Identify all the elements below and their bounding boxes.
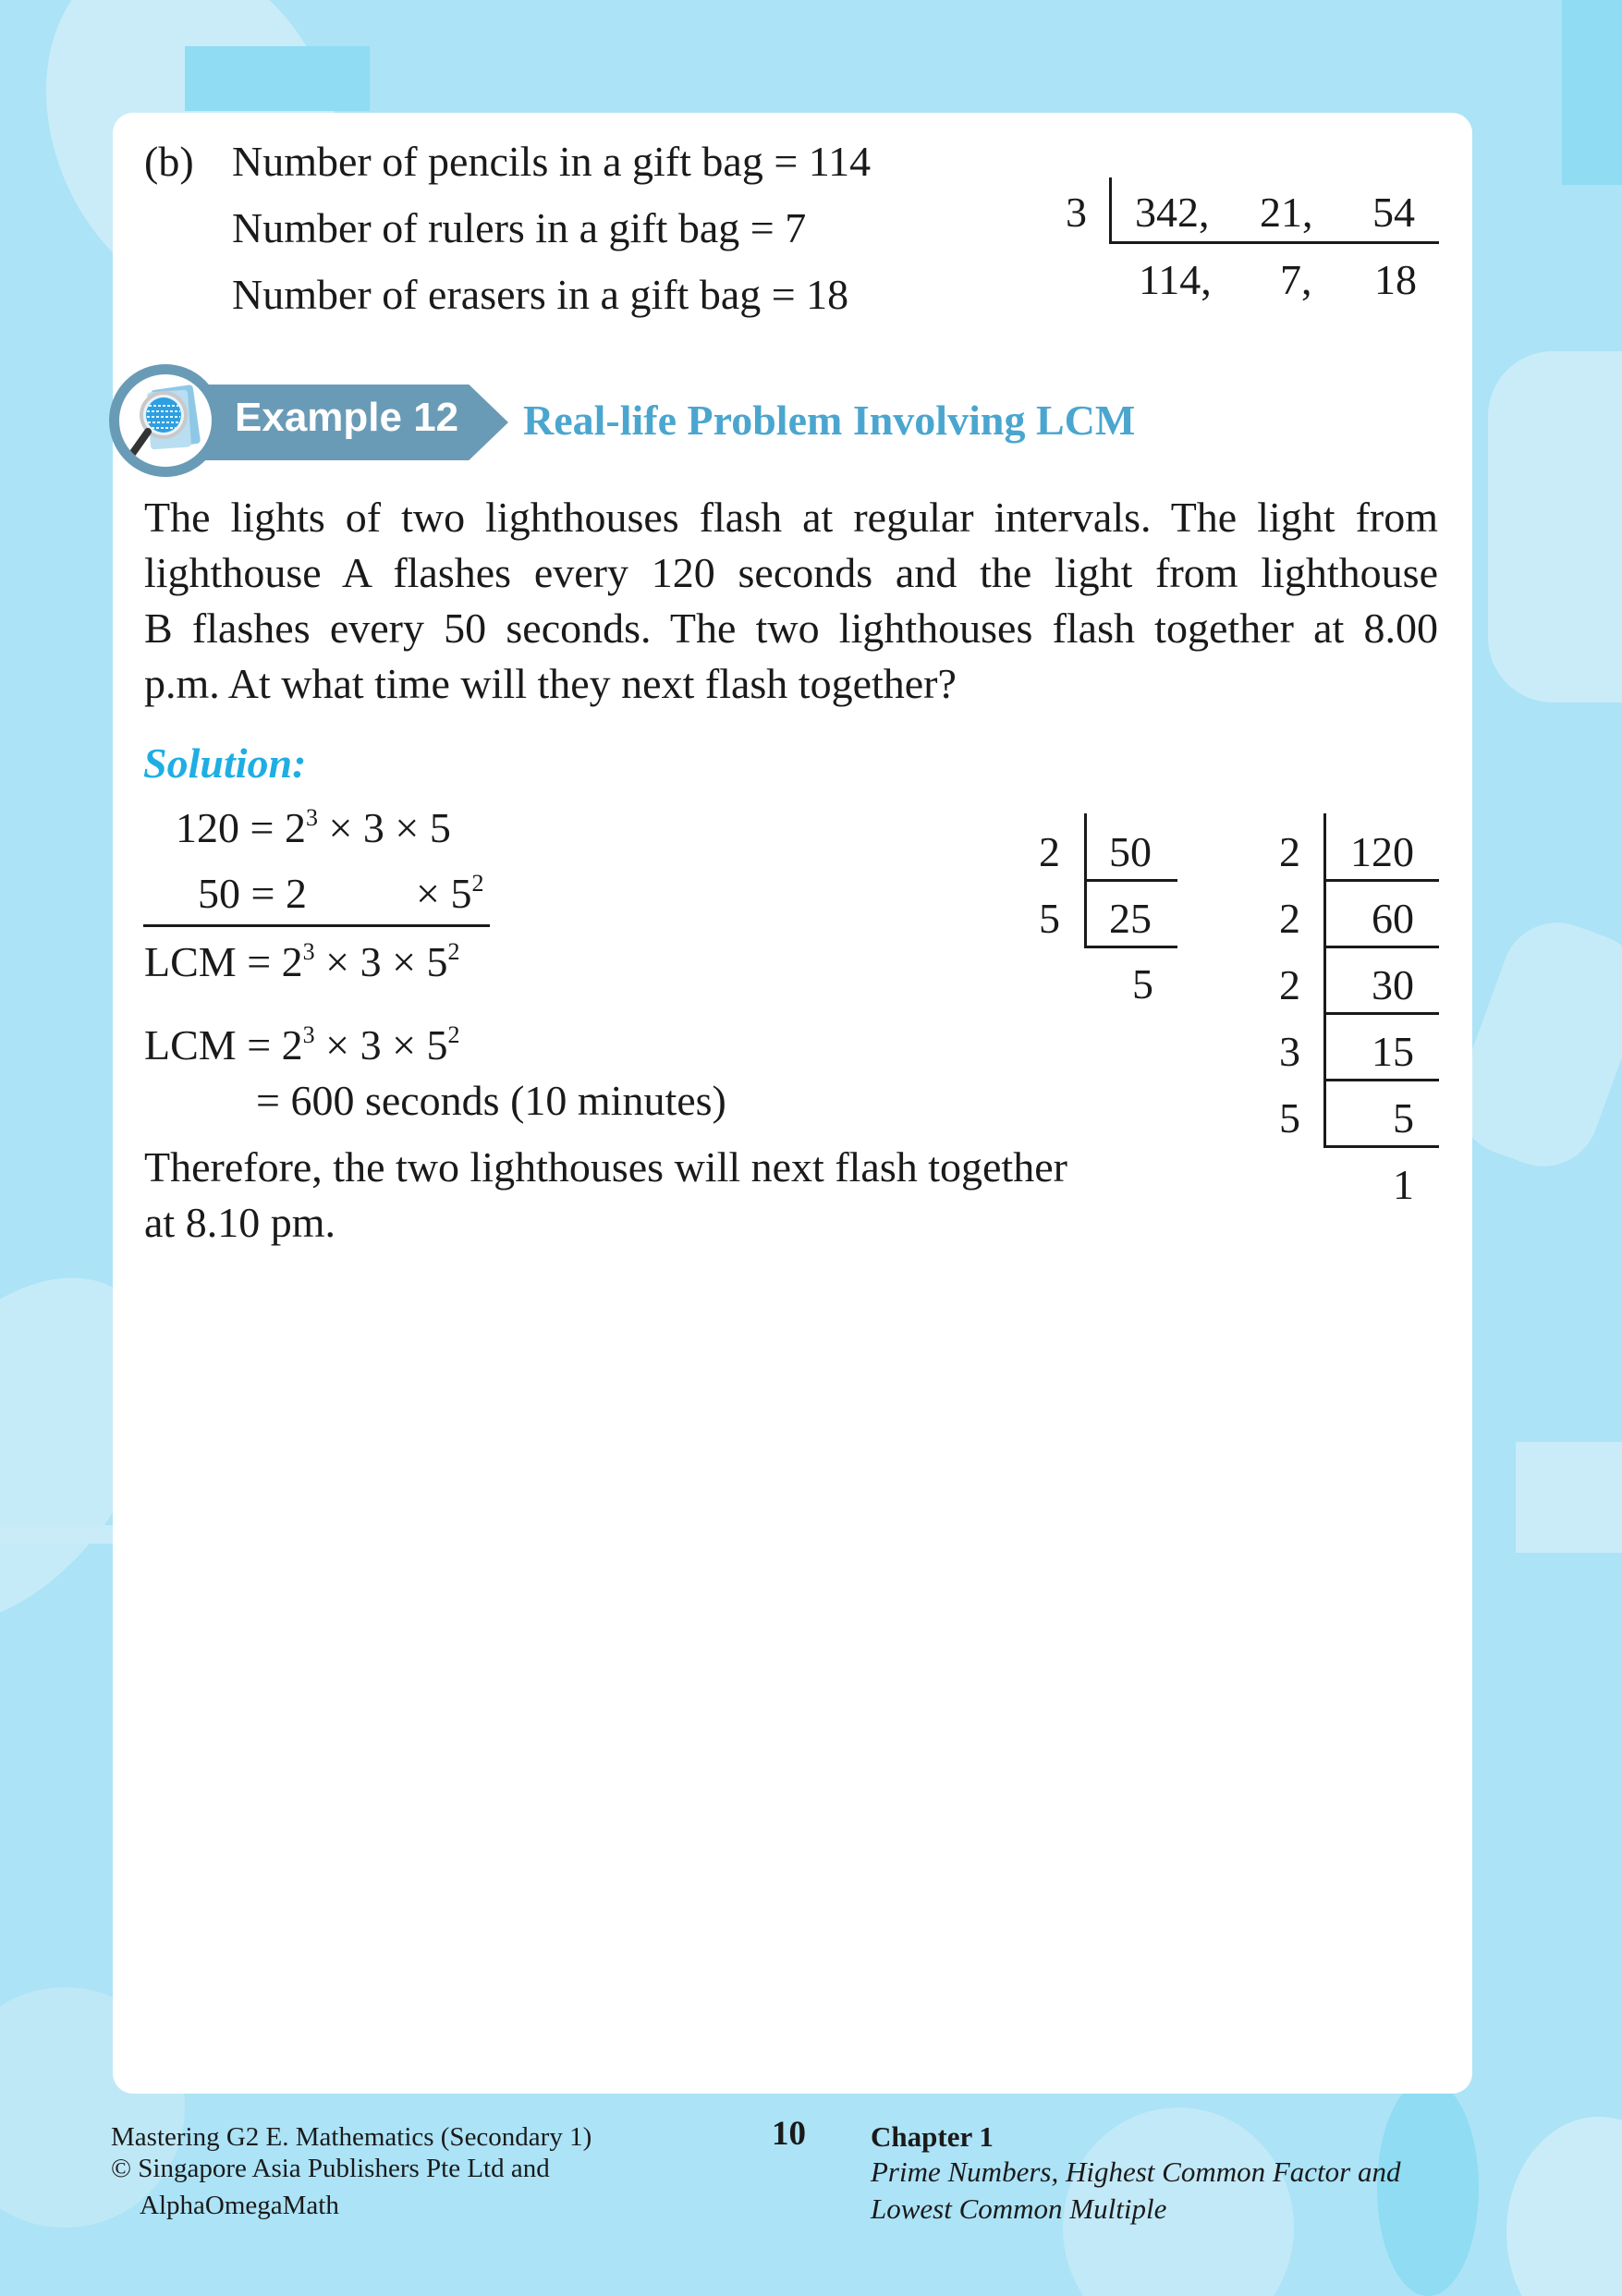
dividend: 21, xyxy=(1260,189,1313,236)
conclusion-line: Therefore, the two lighthouses will next flash together xyxy=(144,1143,1067,1191)
lhs: LCM xyxy=(144,1021,237,1069)
problem-line: B flashes every 50 seconds. The two lighthouses flash together at 8.00 xyxy=(144,605,1438,652)
factors: × 3 × 5 xyxy=(328,804,451,851)
lcm-product xyxy=(144,938,460,985)
problem-line: The lights of two lighthouses flash at regular intervals. The light from xyxy=(144,494,1438,541)
copyright-continued: AlphaOmegaMath xyxy=(140,2191,339,2220)
base: 2 xyxy=(281,938,303,985)
example-title: Real-life Problem Involving LCM xyxy=(523,397,1136,444)
base: 5 xyxy=(450,870,472,917)
background-shape xyxy=(1488,351,1622,702)
ladder-value: 30 xyxy=(1372,961,1414,1008)
background-shape xyxy=(185,46,370,111)
lhs: LCM xyxy=(144,938,237,985)
exponent: 2 xyxy=(447,938,460,965)
quotient: 18 xyxy=(1374,256,1417,303)
exponent: 2 xyxy=(447,1021,460,1048)
ladder-horizontal-line xyxy=(1084,879,1177,882)
background-shape xyxy=(1562,0,1622,185)
ladder-horizontal-line xyxy=(1323,1079,1439,1081)
chapter-title: Prime Numbers, Highest Common Factor and xyxy=(871,2156,1401,2188)
sum-rule-line xyxy=(143,924,490,927)
ladder-horizontal-line xyxy=(1323,1012,1439,1015)
ladder-horizontal-line xyxy=(1323,946,1439,948)
base: 5 xyxy=(426,938,448,985)
background-shape xyxy=(1516,1442,1622,1553)
ladder-value: 1 xyxy=(1393,1161,1414,1208)
equals: = xyxy=(247,938,272,985)
equals: = xyxy=(250,804,274,851)
conclusion-line: at 8.10 pm. xyxy=(144,1199,335,1246)
lhs: 120 xyxy=(176,804,239,851)
equals: = xyxy=(247,1021,272,1069)
quotient: 114, xyxy=(1139,256,1212,303)
ladder-divisor: 5 xyxy=(1039,895,1060,942)
exponent: 2 xyxy=(471,870,484,897)
pencils-line: Number of pencils in a gift bag = 114 xyxy=(232,138,872,185)
base: 2 xyxy=(281,1021,303,1069)
rulers-line: Number of rulers in a gift bag = 7 xyxy=(232,204,807,251)
dividend: 342, xyxy=(1135,189,1210,236)
base: 2 xyxy=(284,804,306,851)
ladder-value: 5 xyxy=(1393,1094,1414,1142)
ladder-divisor: 2 xyxy=(1039,828,1060,875)
problem-line: p.m. At what time will they next flash together? xyxy=(144,660,957,707)
base: 2 xyxy=(285,870,307,917)
times: × xyxy=(416,870,440,917)
ladder-value: 15 xyxy=(1372,1028,1414,1075)
ladder-vertical-line xyxy=(1323,813,1326,1147)
erasers-line: Number of erasers in a gift bag = 18 xyxy=(232,271,849,318)
ladder-divisor: 3 xyxy=(1279,1028,1300,1075)
chapter-title-continued: Lowest Common Multiple xyxy=(871,2192,1167,2225)
ladder-value: 120 xyxy=(1350,828,1414,875)
problem-line: lighthouse A flashes every 120 seconds and the light from lighthouse xyxy=(144,549,1438,596)
ladder-divisor: 2 xyxy=(1279,961,1300,1008)
solution-heading: Solution: xyxy=(143,739,307,787)
exponent: 3 xyxy=(302,1021,315,1048)
ladder-horizontal-line xyxy=(1323,1145,1439,1148)
exponent: 3 xyxy=(305,804,318,831)
chapter-label: Chapter 1 xyxy=(871,2120,994,2153)
factorisation-50 xyxy=(198,870,307,917)
copyright: © Singapore Asia Publishers Pte Ltd and xyxy=(111,2154,550,2183)
factorisation-50-tail xyxy=(416,870,484,917)
ladder-vertical-line xyxy=(1109,177,1112,244)
quotient: 7, xyxy=(1280,256,1312,303)
equals: = xyxy=(250,870,275,917)
example-label: Example 12 xyxy=(235,395,459,440)
background-shape xyxy=(1506,2117,1622,2296)
factors: × 3 × xyxy=(325,938,417,985)
ladder-value: 25 xyxy=(1109,895,1152,942)
magnifier-folder-icon xyxy=(109,364,222,477)
factors: × 3 × xyxy=(325,1021,417,1069)
lcm-calculation xyxy=(144,1021,460,1069)
ladder-value: 60 xyxy=(1372,895,1414,942)
part-b-label: (b) xyxy=(144,138,194,185)
ladder-horizontal-line xyxy=(1323,879,1439,882)
ladder-divisor: 2 xyxy=(1279,895,1300,942)
lhs: 50 xyxy=(198,870,240,917)
book-title: Mastering G2 E. Mathematics (Secondary 1) xyxy=(111,2122,592,2152)
ladder-divisor: 2 xyxy=(1279,828,1300,875)
ladder-horizontal-line xyxy=(1084,946,1177,948)
ladder-divisor: 5 xyxy=(1279,1094,1300,1142)
lcm-result: = 600 seconds (10 minutes) xyxy=(256,1077,726,1124)
ladder-horizontal-line xyxy=(1109,241,1439,244)
ladder-divisor: 3 xyxy=(1066,189,1087,236)
factorisation-120 xyxy=(176,804,451,851)
background-shape xyxy=(1377,2080,1479,2296)
exponent: 3 xyxy=(302,938,315,965)
dividend: 54 xyxy=(1372,189,1415,236)
base: 5 xyxy=(426,1021,448,1069)
ladder-value: 50 xyxy=(1109,828,1152,875)
background-shape xyxy=(0,1525,113,1544)
page-number: 10 xyxy=(772,2115,806,2153)
ladder-value: 5 xyxy=(1132,960,1153,1008)
